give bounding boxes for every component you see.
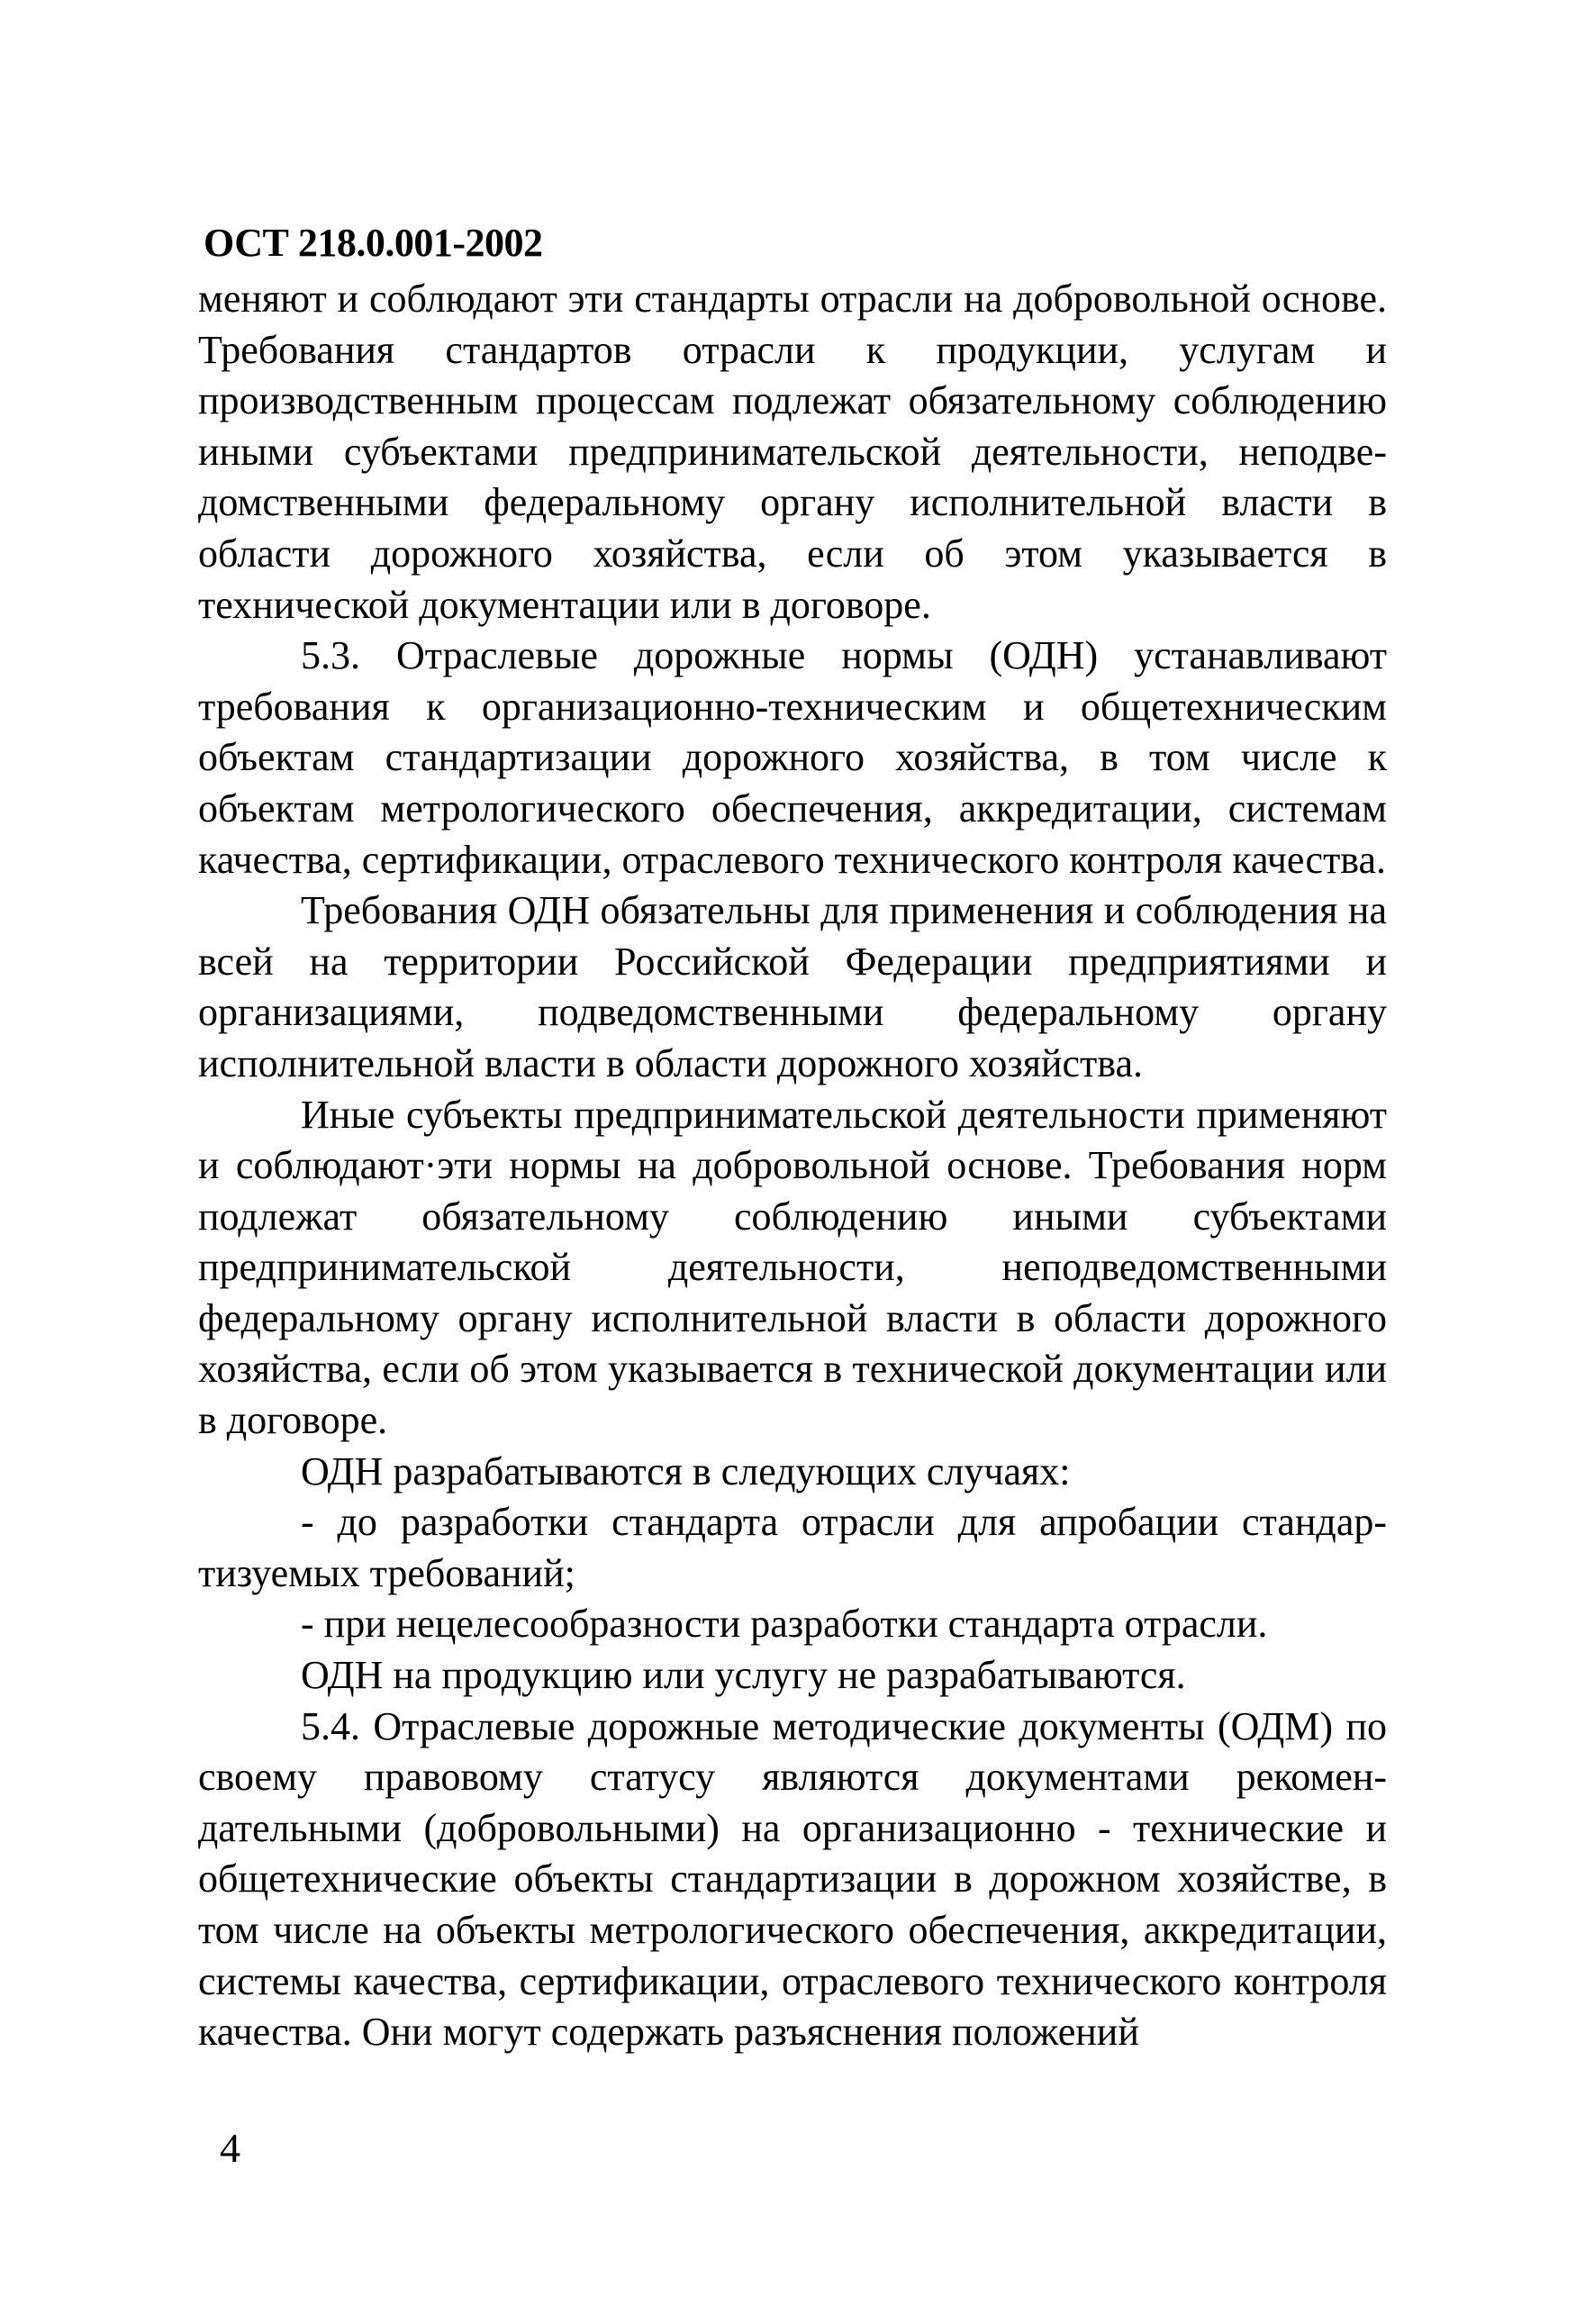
paragraph-odn-cases-intro: ОДН разрабатываются в следующих случаях: (301, 1448, 1071, 1493)
paragraph-odn-not-developed: ОДН на продукцию или услугу не разрабатываются. (301, 1653, 1186, 1698)
document-body (198, 274, 1387, 2058)
paragraph-section-5-4: 5.4. Отраслевые дорожные методические документы (ОДМ) по своему правовому статусу являются документами рекомендательными (добровольными) на организационно - технические и общетехнические объекты стандартизации в дорожном хозяйстве, в том числе на объекты метрологического обеспечения, аккредитации, системы качества, сертификации, отраслевого технического контроля качества. Они могут содержать разъяснения положений (198, 1703, 1387, 2055)
paragraph-section-5-3: 5.3. Отраслевые дорожные нормы (ОДН) устанавливают требования к организационно-техническим и общетехническим объектам стандартизации дорожного хозяйства, в том числе к объектам метрологического обеспечения, аккредитации, системам качества, сертификации, отраслевого технического контроля качества. (198, 633, 1387, 882)
document-designation: ОСТ 218.0.001-2002 (204, 221, 543, 265)
list-item-before-standard: - до разработки стандарта отрасли для апробации стандартизуемых требований; (198, 1500, 1387, 1595)
paragraph-odn-requirements: Требования ОДН обязательны для применения и соблюдения на всей на территории Российской Федерации предприятиями и организациями, подведомственными федеральному органу исполнительной власти в области дорожного хозяйства. (198, 888, 1387, 1085)
list-item-inexpedient: - при нецелесообразности разработки стандарта отрасли. (301, 1602, 1268, 1647)
paragraph-other-entities: Иные субъекты предпринимательской деятельности применяют и соблюдают·эти нормы на добровольной основе. Требования норм подлежат обязательному соблюдению иными субъектами предпринимательской деятельности, неподведомственными федеральному органу исполнительной власти в области дорожного хозяйства, если об этом указывается в технической документации или в договоре. (198, 1092, 1387, 1443)
paragraph-continuation: меняют и соблюдают эти стандарты отрасли на добровольной основе. Требования стандартов отрасли к продукции, услугам и производственным процессам подлежат обязательному соблюдению иными субъектами предпринимательской деятельности, неподведомственными федеральному органу исполнительной власти в области дорожного хозяйства, если об этом указывается в технической документации или в договоре. (198, 277, 1387, 627)
page-number: 4 (220, 2125, 240, 2171)
